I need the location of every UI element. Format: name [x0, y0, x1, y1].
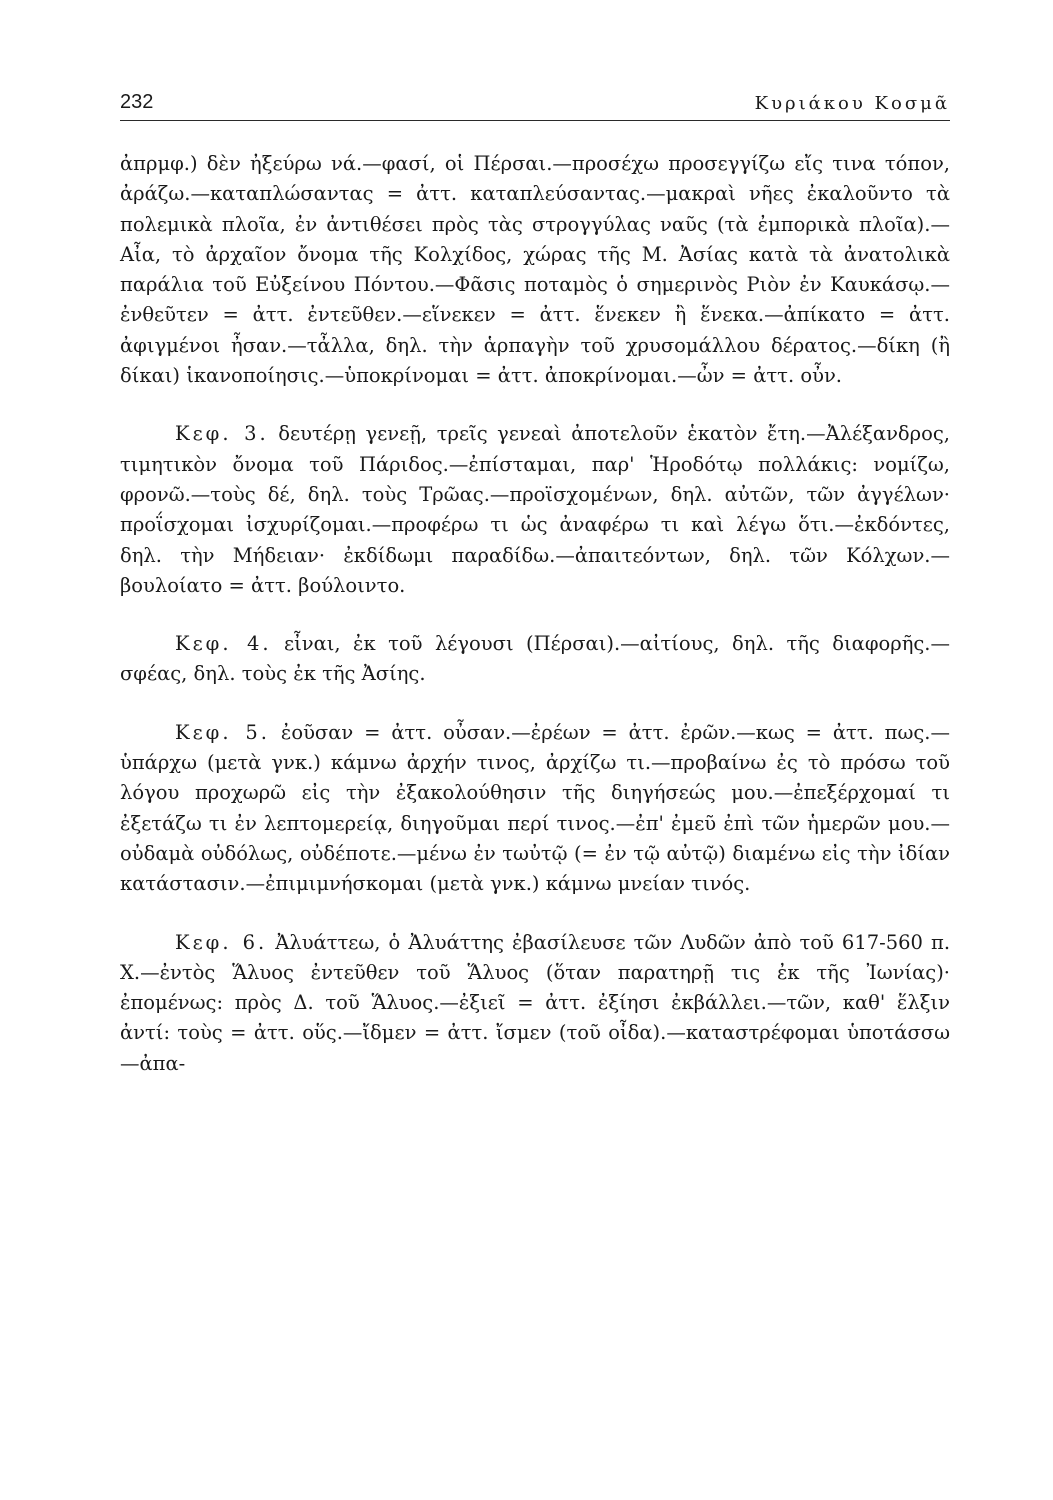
paragraph-continuation	[120, 149, 950, 391]
paragraph-text: δευτέρῃ γενεῇ, τρεῖς γενεαὶ ἀποτελοῦν ἑκατὸν ἔτη.—Ἀλέξανδρος, τιμητικὸν ὄνομα τοῦ Πάριδος.—ἐπίσταμαι, παρ' Ἡροδότῳ πολλάκις: νομίζω, φρονῶ.—τοὺς δέ, δηλ. τοὺς Τρῶας.—προϊσχομένων, δηλ. αὐτῶν, τῶν ἀγγέλων· προΐσχομαι ἰσχυρίζομαι.—προφέρω τι ὡς ἀναφέρω τι καὶ λέγω ὅτι.—ἐκδόντες, δηλ. τὴν Μήδειαν· ἐκδίδωμι παραδίδω.—ἀπαιτεόντων, δηλ. τῶν Κόλχων.—βουλοίατο = ἀττ. βούλοιντο.	[120, 422, 950, 597]
paragraph-chapter-6	[120, 928, 950, 1079]
paragraph-text: ἀπρμφ.) δὲν ἠξεύρω νά.—φασί, οἱ Πέρσαι.—προσέχω προσεγγίζω εἴς τινα τόπον, ἀράζω.—καταπλώσαντας = ἀττ. καταπλεύσαντας.—μακραὶ νῆες ἐκαλοῦντο τὰ πολεμικὰ πλοῖα, ἐν ἀντιθέσει πρὸς τὰς στρογγύλας ναῦς (τὰ ἐμπορικὰ πλοῖα).—Αἶα, τὸ ἀρχαῖον ὄνομα τῆς Κολχίδος, χώρας τῆς Μ. Ἀσίας κατὰ τὰ ἀνατολικὰ παράλια τοῦ Εὐξείνου Πόντου.—Φᾶσις ποταμὸς ὁ σημερινὸς Ριὸν ἐν Καυκάσῳ.—ἐνθεῦτεν = ἀττ. ἐντεῦθεν.—εἵνεκεν = ἀττ. ἕνεκεν ἢ ἕνεκα.—ἀπίκατο = ἀττ. ἀφιγμένοι ἦσαν.—τἆλλα, δηλ. τὴν ἁρπαγὴν τοῦ χρυσομάλλου δέρατος.—δίκη (ἢ δίκαι) ἱκανοποίησις.—ὑποκρίνομαι = ἀττ. ἀποκρίνομαι.—ὦν = ἀττ. οὖν.	[120, 152, 950, 388]
running-head	[120, 80, 950, 121]
paragraph-chapter-4	[120, 629, 950, 690]
paragraph-text: εἶναι, ἐκ τοῦ λέγουσι (Πέρσαι).—αἰτίους, δηλ. τῆς διαφορῆς.—σφέας, δηλ. τοὺς ἐκ τῆς Ἀσίης.	[120, 632, 950, 686]
chapter-label: Κεφ. 3.	[175, 422, 269, 446]
header-title: Κυριάκου Κοσμᾶ	[754, 93, 950, 114]
paragraph-chapter-3	[120, 419, 950, 601]
page	[120, 80, 950, 1460]
page-number: 232	[120, 91, 154, 113]
chapter-label: Κεφ. 4.	[175, 632, 272, 656]
paragraph-text: ἐοῦσαν = ἀττ. οὖσαν.—ἐρέων = ἀττ. ἐρῶν.—κως = ἀττ. πως.—ὑπάρχω (μετὰ γνκ.) κάμνω ἀρχήν τινος, ἀρχίζω τι.—προβαίνω ἐς τὸ πρόσω τοῦ λόγου προχωρῶ εἰς τὴν ἐξακολούθησιν τῆς διηγήσεώς μου.—ἐπεξέρχομαί τι ἐξετάζω τι ἐν λεπτομερείᾳ, διηγοῦμαι περί τινος.—ἐπ' ἐμεῦ ἐπὶ τῶν ἡμερῶν μου.—οὐδαμὰ οὐδόλως, οὐδέποτε.—μένω ἐν τωὐτῷ (= ἐν τῷ αὐτῷ) διαμένω εἰς τὴν ἰδίαν κατάστασιν.—ἐπιμιμνήσκομαι (μετὰ γνκ.) κάμνω μνείαν τινός.	[120, 720, 951, 896]
paragraph-text: Ἀλυάττεω, ὁ Ἀλυάττης ἐβασίλευσε τῶν Λυδῶν ἀπὸ τοῦ 617-560 π. Χ.—ἐντὸς Ἅλυος ἐντεῦθεν τοῦ Ἅλυος (ὅταν παρατηρῇ τις ἐκ τῆς Ἰωνίας)· ἐπομένως: πρὸς Δ. τοῦ Ἅλυος.—ἐξιεῖ = ἀττ. ἐξίησι ἐκβάλλει.—τῶν, καθ' ἕλξιν ἀντί: τοὺς = ἀττ. οὕς.—ἴδμεν = ἀττ. ἴσμεν (τοῦ οἶδα).—καταστρέφομαι ὑποτάσσω—ἀπα-	[120, 930, 951, 1075]
chapter-label: Κεφ. 5.	[175, 720, 270, 744]
paragraph-chapter-5	[120, 718, 950, 900]
chapter-label: Κεφ. 6.	[175, 930, 268, 954]
